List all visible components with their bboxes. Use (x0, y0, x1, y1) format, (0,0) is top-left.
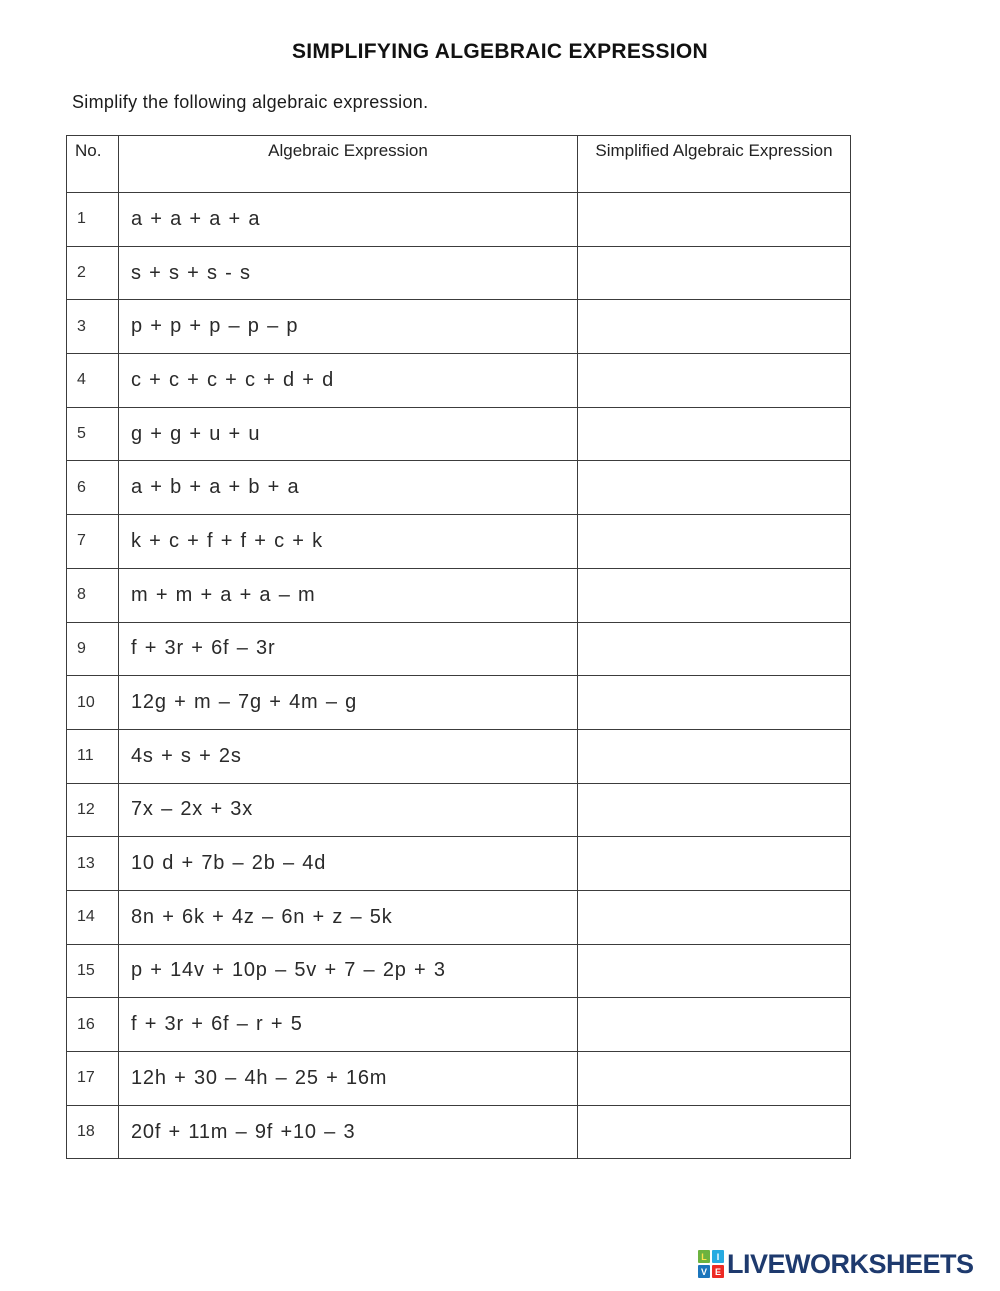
row-number: 3 (67, 300, 119, 354)
column-header-simplified: Simplified Algebraic Expression (578, 136, 851, 193)
table-row (67, 998, 851, 1052)
answer-input[interactable] (578, 1105, 851, 1159)
row-number: 7 (67, 515, 119, 569)
expression-cell: s + s + s - s (119, 246, 578, 300)
table-row (67, 676, 851, 730)
logo-square-v: V (698, 1265, 710, 1278)
answer-input[interactable] (578, 729, 851, 783)
row-number: 18 (67, 1105, 119, 1159)
page-title: SIMPLIFYING ALGEBRAIC EXPRESSION (291, 40, 709, 63)
answer-input[interactable] (578, 193, 851, 247)
table-row (67, 1052, 851, 1106)
row-number: 4 (67, 354, 119, 408)
logo-square-e: E (712, 1265, 724, 1278)
row-number: 1 (67, 193, 119, 247)
answer-input[interactable] (578, 783, 851, 837)
row-number: 17 (67, 1052, 119, 1106)
row-number: 14 (67, 890, 119, 944)
liveworksheets-logo-icon (698, 1250, 724, 1278)
answer-input[interactable] (578, 246, 851, 300)
table-row (67, 461, 851, 515)
expression-cell: 10 d + 7b – 2b – 4d (119, 837, 578, 891)
table-row (67, 568, 851, 622)
row-number: 12 (67, 783, 119, 837)
table-row (67, 407, 851, 461)
row-number: 11 (67, 729, 119, 783)
row-number: 2 (67, 246, 119, 300)
answer-input[interactable] (578, 676, 851, 730)
table-row (67, 622, 851, 676)
logo-square-l: L (698, 1250, 710, 1263)
expression-cell: 4s + s + 2s (119, 729, 578, 783)
expression-cell: p + p + p – p – p (119, 300, 578, 354)
table-row (67, 246, 851, 300)
brand-name: LIVEWORKSHEETS (727, 1248, 974, 1279)
row-number: 6 (67, 461, 119, 515)
worksheet-table (66, 135, 851, 1159)
expression-cell: f + 3r + 6f – r + 5 (119, 998, 578, 1052)
expression-cell: 8n + 6k + 4z – 6n + z – 5k (119, 890, 578, 944)
answer-input[interactable] (578, 622, 851, 676)
liveworksheets-logo (698, 1250, 974, 1278)
expression-cell: 20f + 11m – 9f +10 – 3 (119, 1105, 578, 1159)
expression-cell: a + b + a + b + a (119, 461, 578, 515)
expression-cell: f + 3r + 6f – 3r (119, 622, 578, 676)
answer-input[interactable] (578, 300, 851, 354)
table-row (67, 1105, 851, 1159)
table-row (67, 837, 851, 891)
answer-input[interactable] (578, 998, 851, 1052)
table-row (67, 193, 851, 247)
row-number: 16 (67, 998, 119, 1052)
row-number: 8 (67, 568, 119, 622)
column-header-expression: Algebraic Expression (119, 136, 578, 193)
expression-cell: c + c + c + c + d + d (119, 354, 578, 408)
expression-cell: p + 14v + 10p – 5v + 7 – 2p + 3 (119, 944, 578, 998)
row-number: 5 (67, 407, 119, 461)
answer-input[interactable] (578, 890, 851, 944)
expression-cell: g + g + u + u (119, 407, 578, 461)
table-row (67, 354, 851, 408)
expression-cell: k + c + f + f + c + k (119, 515, 578, 569)
instruction-text: Simplify the following algebraic expression. (72, 92, 429, 112)
row-number: 10 (67, 676, 119, 730)
answer-input[interactable] (578, 407, 851, 461)
expression-cell: a + a + a + a (119, 193, 578, 247)
table-row (67, 729, 851, 783)
expression-cell: 7x – 2x + 3x (119, 783, 578, 837)
answer-input[interactable] (578, 1052, 851, 1106)
table-row (67, 300, 851, 354)
table-row (67, 944, 851, 998)
column-header-no: No. (67, 136, 119, 193)
table-row (67, 890, 851, 944)
row-number: 15 (67, 944, 119, 998)
row-number: 13 (67, 837, 119, 891)
answer-input[interactable] (578, 944, 851, 998)
table-row (67, 515, 851, 569)
expression-cell: 12g + m – 7g + 4m – g (119, 676, 578, 730)
row-number: 9 (67, 622, 119, 676)
header-row (67, 136, 851, 193)
answer-input[interactable] (578, 354, 851, 408)
expression-cell: 12h + 30 – 4h – 25 + 16m (119, 1052, 578, 1106)
answer-input[interactable] (578, 461, 851, 515)
answer-input[interactable] (578, 837, 851, 891)
expression-cell: m + m + a + a – m (119, 568, 578, 622)
logo-square-i: I (712, 1250, 724, 1263)
answer-input[interactable] (578, 568, 851, 622)
table-row (67, 783, 851, 837)
answer-input[interactable] (578, 515, 851, 569)
